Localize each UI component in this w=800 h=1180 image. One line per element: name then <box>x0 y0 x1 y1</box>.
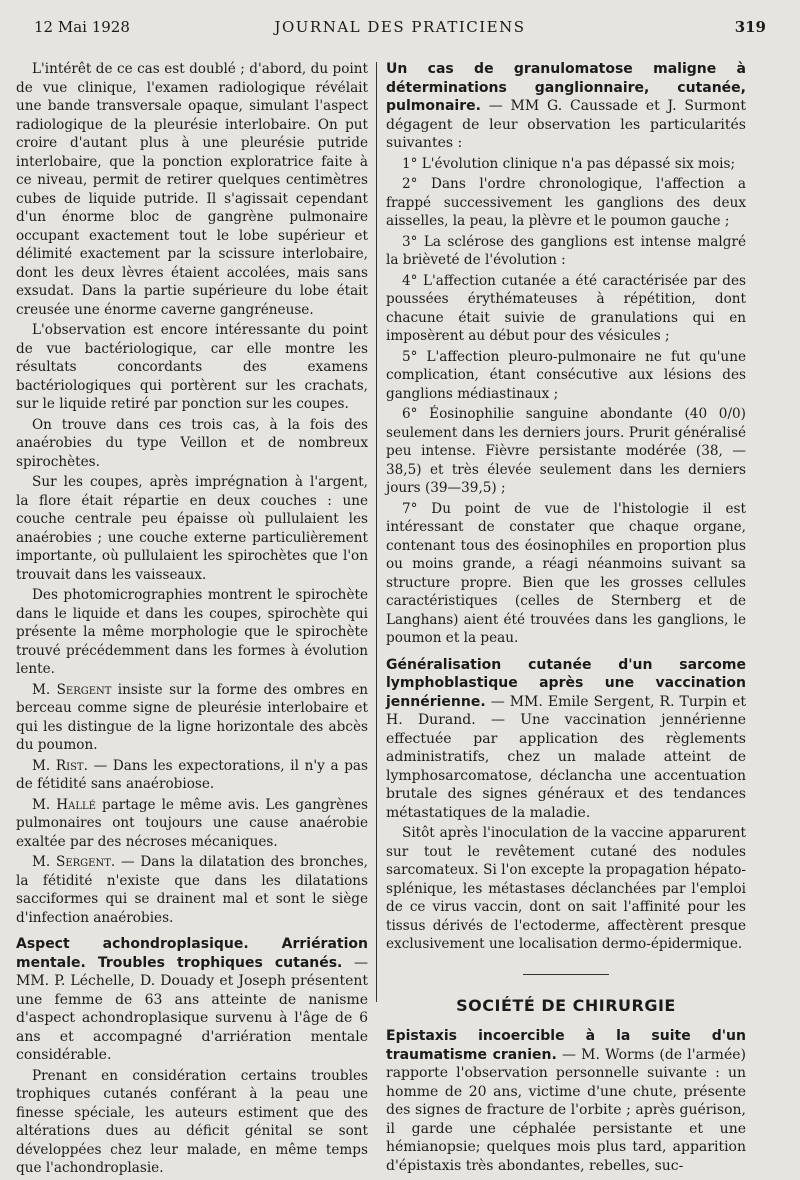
article-heading <box>16 935 368 1065</box>
list-item: 3° La sclérose des ganglions est intense malgré la brièveté de l'évolution : <box>386 233 746 268</box>
paragraph: On trouve dans ces trois cas, à la fois des anaérobies du type Veillon et de nombreux spirochètes. <box>16 416 368 470</box>
article-title: Epistaxis incoercible à la suite d'un traumatisme cranien. <box>386 1028 746 1063</box>
speaker-name: M. Sergent <box>32 681 112 698</box>
right-column <box>386 60 746 1177</box>
article-heading <box>386 656 746 823</box>
paragraph: Sitôt après l'inoculation de la vaccine apparurent sur tout le revêtement cutané des nodules sarcomateux. Si l'on excepte la propagation hépato-splénique, les métastases déclanchées par l'emploi de ce virus vaccin, dont on sait l'affinité pour les tissus dérivés de l'ectoderme, affectèrent presque exclusivement une localisation dermo-épidermique. <box>386 825 746 952</box>
speaker-name: M. Sergent. <box>32 854 116 870</box>
paragraph: Des photomicrographies montrent le spirochète dans le liquide et dans les coupes, spirochète qui présente la même morphologie que le spirochète trouvé précédemment dans les formes à évolution lente. <box>16 587 368 677</box>
speaker-text: partage le même avis. Les gangrènes pulmonaires ont toujours une cause anaérobie exaltée par des nécroses mécaniques. <box>16 796 368 850</box>
list-item: 6° Éosinophilie sanguine abondante (40 0/0) seulement dans les derniers jours. Prurit généralisé peu intense. Fièvre persistante modérée (38, — 38,5) et très élevée seulement dans les derniers jours (39—39,5) ; <box>386 406 746 496</box>
paragraph <box>16 757 368 794</box>
paragraph: Sur les coupes, après imprégnation à l'argent, la flore était répartie en deux couches : une couche centrale peu épaisse où pullulaient les anaérobies ; une couche externe particulièrement importante, où pullulaient les spirochètes que l'on trouvait dans les vaisseaux. <box>16 474 368 583</box>
article-authors: — M. Worms (de l'armée) rapporte l'observation personnelle suivante : un homme de 20 ans, victime d'une chute, présente des signes de fracture de l'orbite ; après guérison, il garde une céphalée persistante et une hémianopsie; quelques mois plus tard, apparition d'épistaxis très abondantes, rebelles, suc- <box>386 1046 746 1174</box>
page-header <box>34 18 766 42</box>
section-separator <box>523 974 609 975</box>
column-divider <box>376 62 377 1002</box>
article-authors: — MM. Emile Sergent, R. Turpin et H. Durand. — Une vaccination jennérienne effectuée par application des règlements administratifs, chez un malade atteint de lymphosarcomatose, déclancha une accentuation brutale des signes généraux et des tendances métastatiques de la maladie. <box>386 693 746 821</box>
list-item: 7° Du point de vue de l'histologie il est intéressant de constater que chaque organe, contenant tous des éosinophiles en proportion plus ou moins grande, a réagi néanmoins suivant sa structure propre. Bien que les grosses cellules caractéristiques (celles de Sternberg et de Langhans) aient été trouvées dans les ganglions, le poumon et la peau. <box>386 500 746 646</box>
header-journal-title: JOURNAL DES PRATICIENS <box>274 18 526 36</box>
paragraph: Prenant en considération certains troubles trophiques cutanés conférant à la peau une finesse spéciale, les auteurs estiment que des altérations dues au déficit génital se sont développées chez leur malade, en même temps que l'achondroplasie. <box>16 1067 368 1176</box>
paragraph: L'intérêt de ce cas est doublé ; d'abord, du point de vue clinique, l'examen radiologique révélait une bande transversale opaque, simulant l'aspect radiologique de la pleurésie interlobaire. On put croire d'autant plus à une pleurésie putride interlobaire, que la ponction exploratrice faite à ce niveau, permit de retirer quelques centimètres cubes de liquide putride. Il s'agissait cependant d'un énorme bloc de gangrène pulmonaire occupant exactement tout le lobe supérieur et délimité exactement par la scissure interlobaire, dont les deux lèvres étaient accolées, mais sans exsudat. Dans la partie supérieure du lobe était creusée une énorme caverne gangréneuse. <box>16 61 368 318</box>
article-heading <box>386 60 746 153</box>
article-authors: — MM G. Caussade et J. Surmont dégagent de leur observation les particularités suivantes : <box>386 98 746 151</box>
list-item: 4° L'affection cutanée a été caractérisée par des poussées érythémateuses à répétition, dont chacune était suivie de granulations qui en imposèrent au début pour des vésicules ; <box>386 272 746 344</box>
speaker-name: M. Rist. <box>32 757 88 774</box>
paragraph <box>16 796 368 852</box>
paragraph <box>16 681 368 755</box>
header-page-number: 319 <box>734 18 766 36</box>
paragraph: L'observation est encore intéressante du point de vue bactériologique, car elle montre les résultats concordants des examens bactériologiques qui portèrent sur les crachats, sur le liquide retiré par ponction sur les coupes. <box>16 322 368 412</box>
speaker-name: M. Hallé <box>32 796 96 813</box>
section-title: SOCIÉTÉ DE CHIRURGIE <box>456 995 676 1015</box>
list-item: 2° Dans l'ordre chronologique, l'affection a frappé successivement les ganglions des deux aisselles, la peau, la plèvre et le poumon gauche ; <box>386 176 746 229</box>
article-title: Aspect achondroplasique. Arriération mentale. Troubles trophiques cutanés. <box>16 936 368 971</box>
paragraph <box>16 853 368 927</box>
left-column <box>16 60 368 1180</box>
speaker-text: — Dans les expectorations, il n'y a pas de fétidité sans anaérobiose. <box>16 757 369 792</box>
speaker-text: insiste sur la forme des ombres en berceau comme signe de pleurésie interlobaire et qui les distingue de la ligne horizontale des abcès du poumon. <box>16 681 368 753</box>
article-authors: — MM. P. Léchelle, D. Douady et Joseph présentent une femme de 63 ans atteinte de nanisme d'aspect achondroplasique survenu à l'âge de 6 ans et accompagné d'arriération mentale considérable. <box>16 954 368 1063</box>
list-item: 1° L'évolution clinique n'a pas dépassé six mois; <box>402 155 736 172</box>
header-date: 12 Mai 1928 <box>34 18 130 36</box>
speaker-text: — Dans la dilatation des bronches, la fétidité n'existe que dans les dilatations sacciformes qui se drainent mal et sont le siège d'infection anaérobies. <box>16 854 368 926</box>
article-title: Un cas de granulomatose maligne à déterminations ganglionnaire, cutanée, pulmonaire. <box>386 61 746 114</box>
article-title: Généralisation cutanée d'un sarcome lymphoblastique après une vaccination jennérienne. <box>386 656 746 710</box>
list-item: 5° L'affection pleuro-pulmonaire ne fut qu'une complication, étant consécutive aux lésions des ganglions médiastinaux ; <box>386 348 746 402</box>
article-heading <box>386 1027 746 1175</box>
